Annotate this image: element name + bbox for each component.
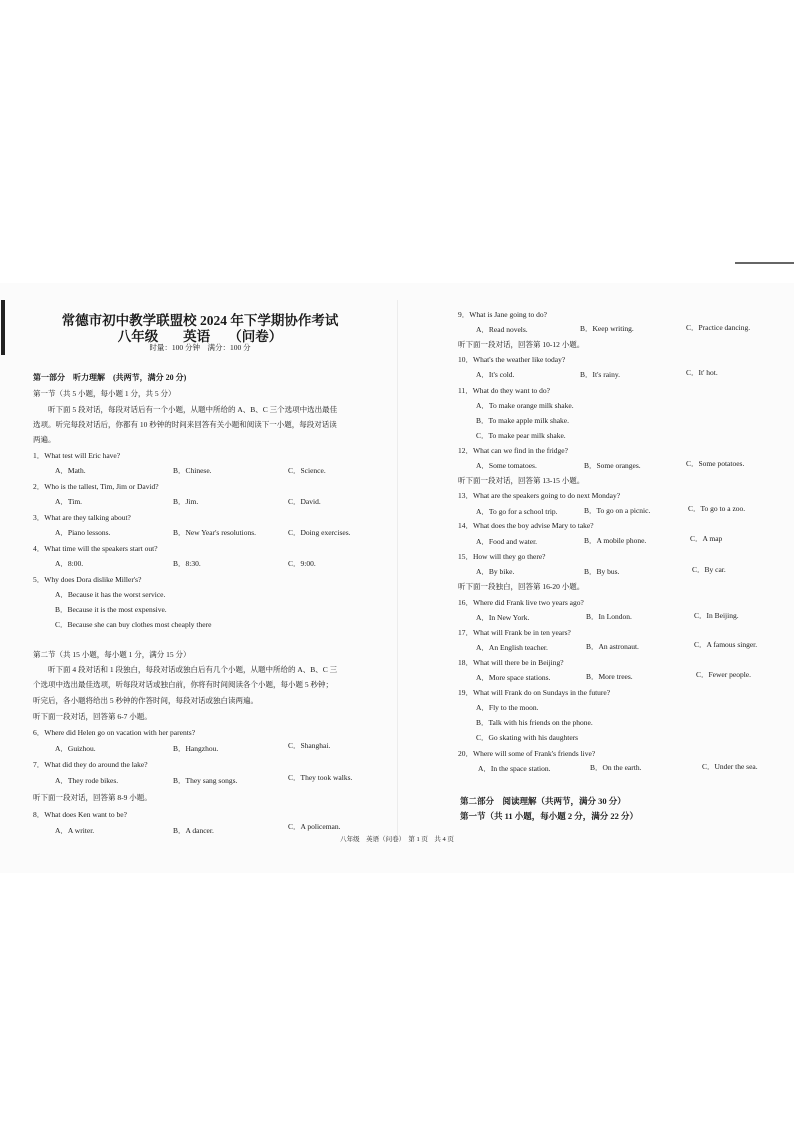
part2-section1-heading: 第一节（共 11 小题，每小题 2 分，满分 22 分） xyxy=(460,811,639,821)
question-stem: 17．What will Frank be in ten years? xyxy=(458,628,571,637)
question-stem: 4．What time will the speakers start out? xyxy=(33,544,158,553)
option-b: B．Some oranges. xyxy=(584,461,641,470)
option-a: A．In the space station. xyxy=(478,764,551,773)
option-b: B．Talk with his friends on the phone. xyxy=(476,718,593,727)
option-a: A．More space stations. xyxy=(476,673,551,682)
option-c: C．To make pear milk shake. xyxy=(476,431,566,440)
option-b: B．More trees. xyxy=(586,672,633,681)
section1-heading: 第一节（共 5 小题，每小题 1 分，共 5 分） xyxy=(33,389,176,398)
option-c: C．It' hot. xyxy=(686,368,718,377)
exam-meta: 时量：100 分钟 满分：100 分 xyxy=(149,343,251,352)
option-a: A．It's cold. xyxy=(476,370,515,379)
option-b: B．To make apple milk shake. xyxy=(476,416,569,425)
section1-instructions-line2: 选项。听完每段对话后，你都有 10 秒钟的时间来回答有关小题和阅读下一小题，每段对话读 xyxy=(33,420,337,429)
option-a: A．Some tomatoes. xyxy=(476,461,537,470)
question-stem: 13．What are the speakers going to do next Monday? xyxy=(458,491,621,500)
option-b: B．Chinese. xyxy=(173,466,212,475)
option-a: A．An English teacher. xyxy=(476,643,548,652)
option-c: C．A policeman. xyxy=(288,822,341,831)
option-b: B．An astronaut. xyxy=(586,642,639,651)
part1-heading: 第一部分 听力理解 (共两节，满分 20 分) xyxy=(33,373,187,382)
question-stem: 3．What are they talking about? xyxy=(33,513,131,522)
section1-instructions-line1: 听下面 5 段对话，每段对话后有一个小题，从题中所给的 A、B、C 三个选项中选出最佳 xyxy=(48,405,338,414)
question-stem: 6．Where did Helen go on vacation with her parents? xyxy=(33,728,196,737)
question-stem: 19．What will Frank do on Sundays in the future? xyxy=(458,688,611,697)
option-a: A．Math. xyxy=(55,466,86,475)
option-b: B．Because it is the most expensive. xyxy=(55,605,167,614)
page-footer: 八年级 英语（问卷） 第 1 页 共 4 页 xyxy=(340,836,454,843)
option-a: A．Read novels. xyxy=(476,325,528,334)
option-b: B．Keep writing. xyxy=(580,324,634,333)
section2-heading: 第二节（共 15 小题，每小题 1 分，满分 15 分） xyxy=(33,650,191,659)
option-b: B．It's rainy. xyxy=(580,370,621,379)
option-b: B．They sang songs. xyxy=(173,776,238,785)
option-c: C．By car. xyxy=(692,565,726,574)
option-c: C．Because she can buy clothes most cheaply there xyxy=(55,620,212,629)
option-c: C．Practice dancing. xyxy=(686,323,751,332)
option-c: C．To go to a zoo. xyxy=(688,504,746,513)
question-stem: 11．What do they want to do? xyxy=(458,386,550,395)
listening-instruction: 听下面一段对话，回答第 6-7 小题。 xyxy=(33,712,152,721)
option-b: B．On the earth. xyxy=(590,763,642,772)
exam-subtitle: 八年级 英语 （问卷） xyxy=(117,329,283,344)
option-b: B．New Year's resolutions. xyxy=(173,528,257,537)
question-stem: 10．What's the weather like today? xyxy=(458,355,566,364)
section1-instructions-line3: 两遍。 xyxy=(33,435,56,444)
listening-instruction: 听下面一段独白，回答第 16-20 小题。 xyxy=(458,582,585,591)
option-c: C．They took walks. xyxy=(288,773,353,782)
option-a: A．Guizhou. xyxy=(55,744,96,753)
option-a: A．Tim. xyxy=(55,497,83,506)
option-a: A．A writer. xyxy=(55,826,95,835)
option-a: A．In New York. xyxy=(476,613,530,622)
option-c: C．In Beijing. xyxy=(694,611,739,620)
exam-title: 常德市初中教学联盟校 2024 年下学期协作考试 xyxy=(61,313,339,328)
option-c: C．Under the sea. xyxy=(702,762,758,771)
question-stem: 5．Why does Dora dislike Miller's? xyxy=(33,575,142,584)
option-b: B．Jim. xyxy=(173,497,199,506)
option-a: A．Piano lessons. xyxy=(55,528,111,537)
option-b: B．By bus. xyxy=(584,567,620,576)
option-c: C．A map xyxy=(690,534,723,543)
option-a: A．Food and water. xyxy=(476,537,538,546)
option-b: B．In London. xyxy=(586,612,632,621)
option-a: A．By bike. xyxy=(476,567,515,576)
question-stem: 2．Who is the tallest, Tim, Jim or David? xyxy=(33,482,159,491)
question-stem: 9．What is Jane going to do? xyxy=(458,310,547,319)
option-a: A．Fly to the moon. xyxy=(476,703,539,712)
option-c: C．A famous singer. xyxy=(694,640,758,649)
option-a: A．To go for a school trip. xyxy=(476,507,558,516)
option-c: C．Some potatoes. xyxy=(686,459,745,468)
option-c: C．Shanghai. xyxy=(288,741,331,750)
option-c: C．Go skating with his daughters xyxy=(476,733,579,742)
option-b: B．To go on a picnic. xyxy=(584,506,651,515)
question-stem: 14．What does the boy advise Mary to take? xyxy=(458,521,594,530)
section2-instructions-line1: 听下面 4 段对话和 1 段独白，每段对话或独白后有几个小题，从题中所给的 A、B、C 三 xyxy=(48,665,338,674)
question-stem: 7．What did they do around the lake? xyxy=(33,760,148,769)
option-b: B．8:30. xyxy=(173,559,201,568)
option-c: C．Science. xyxy=(288,466,326,475)
section2-instructions-line3: 听完后，各小题将给出 5 秒钟的作答时间，每段对话或独白读两遍。 xyxy=(33,696,258,705)
question-stem: 16．Where did Frank live two years ago? xyxy=(458,598,584,607)
option-b: B．A dancer. xyxy=(173,826,214,835)
option-a: A．Because it has the worst service. xyxy=(55,590,166,599)
option-c: C．David. xyxy=(288,497,321,506)
option-a: A．To make orange milk shake. xyxy=(476,401,574,410)
question-stem: 8．What does Ken want to be? xyxy=(33,810,127,819)
listening-instruction: 听下面一段对话，回答第 13-15 小题。 xyxy=(458,476,585,485)
section2-instructions-line2: 个选项中选出最佳选项，听每段对话或独白前，你将有时间阅读各个小题，每小题 5 秒钟； xyxy=(33,680,333,689)
option-a: A．They rode bikes. xyxy=(55,776,119,785)
option-b: B．A mobile phone. xyxy=(584,536,647,545)
question-stem: 20．Where will some of Frank's friends live? xyxy=(458,749,596,758)
listening-instruction: 听下面一段对话，回答第 10-12 小题。 xyxy=(458,340,585,349)
option-c: C．Doing exercises. xyxy=(288,528,351,537)
question-stem: 12．What can we find in the fridge? xyxy=(458,446,568,455)
question-stem: 15．How will they go there? xyxy=(458,552,546,561)
option-b: B．Hangzhou. xyxy=(173,744,219,753)
question-stem: 18．What will there be in Beijing? xyxy=(458,658,564,667)
option-c: C．Fewer people. xyxy=(696,670,751,679)
option-c: C．9:00. xyxy=(288,559,316,568)
question-stem: 1．What test will Eric have? xyxy=(33,451,121,460)
listening-instruction: 听下面一段对话，回答第 8-9 小题。 xyxy=(33,793,152,802)
option-a: A．8:00. xyxy=(55,559,84,568)
part2-heading: 第二部分 阅读理解（共两节，满分 30 分） xyxy=(460,796,626,806)
